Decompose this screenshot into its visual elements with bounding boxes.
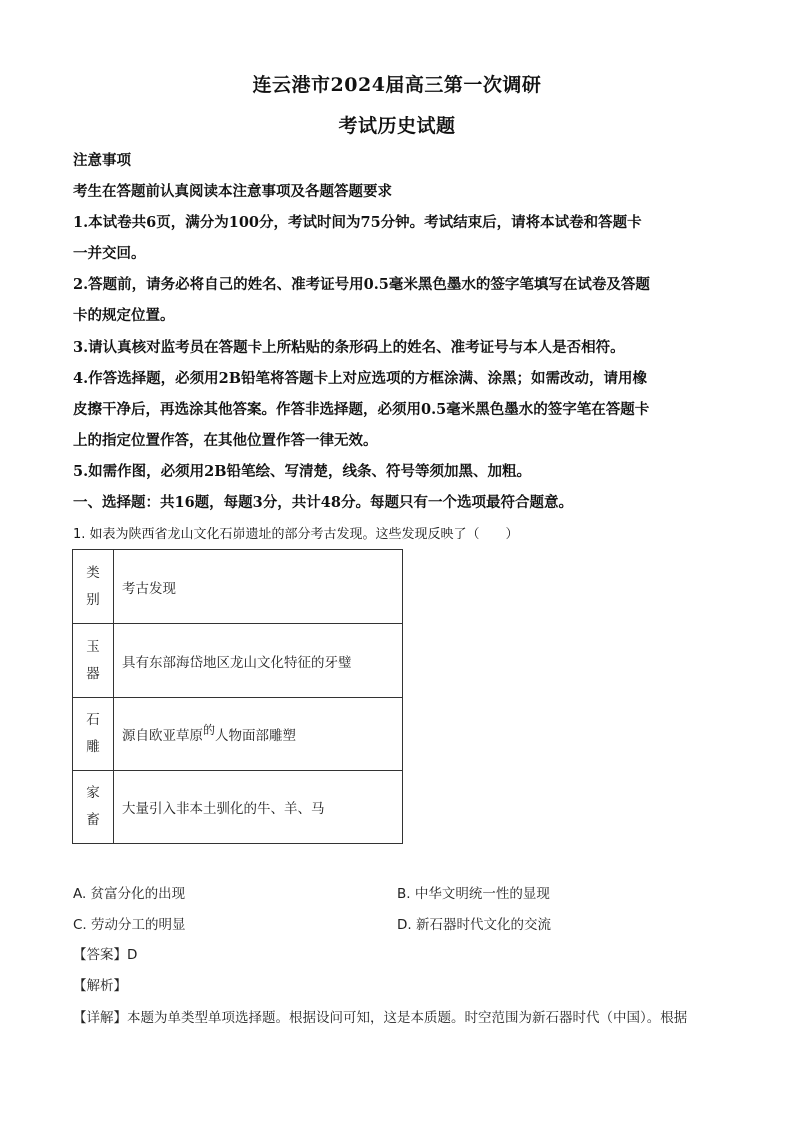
notice-heading: 注意事项 [73,152,131,169]
notice-line: 卡的规定位置。 [73,307,175,324]
notice-line: 4.作答选择题，必须用2B铅笔将答题卡上对应选项的方框涂满、涂黑；如需改动，请用橡 [73,370,647,387]
table-row [73,771,403,844]
notice-line: 一并交回。 [73,245,146,262]
answer-label: 【答案】D [73,947,138,963]
archaeology-table [72,549,403,844]
option-a: A. 贫富分化的出现 [73,886,186,902]
option-b: B. 中华文明统一性的显现 [397,886,550,902]
notice-line: 5.如需作图，必须用2B铅笔绘、写清楚，线条、符号等须加黑、加粗。 [73,463,531,480]
exam-subtitle: 考试历史试题 [338,115,456,137]
question-stem: 1. 如表为陕西省龙山文化石峁遗址的部分考古发现。这些发现反映了（ ） [73,527,519,542]
notice-intro: 考生在答题前认真阅读本注意事项及各题答题要求 [73,183,392,200]
option-d: D. 新石器时代文化的交流 [397,917,551,933]
analysis-label: 【解析】 [73,978,127,994]
section-heading: 一、选择题：共16题，每题3分，共计48分。每题只有一个选项最符合题意。 [73,494,573,511]
table-cell-value: 源自欧亚草原的人物面部雕塑 [114,698,403,771]
table-cell-value: 考古发现 [114,550,403,624]
option-c: C. 劳动分工的明显 [73,917,186,933]
notice-line: 上的指定位置作答，在其他位置作答一律无效。 [73,432,378,449]
notice-line: 3.请认真核对监考员在答题卡上所粘贴的条形码上的姓名、准考证号与本人是否相符。 [73,339,625,356]
notice-line: 1.本试卷共6页，满分为100分，考试时间为75分钟。考试结束后，请将本试卷和答题卡 [73,214,642,231]
table-header-row [73,550,403,624]
table-cell-category: 石 雕 [73,698,114,771]
notice-line: 2.答题前，请务必将自己的姓名、准考证号用0.5毫米黑色墨水的签字笔填写在试卷及答题 [73,276,650,293]
table-cell-category: 玉 器 [73,624,114,698]
notice-line: 皮擦干净后，再选涂其他答案。作答非选择题，必须用0.5毫米黑色墨水的签字笔在答题卡 [73,401,650,418]
table-cell-category: 家 畜 [73,771,114,844]
table-cell-category: 类 别 [73,550,114,624]
table-cell-value: 大量引入非本土驯化的牛、羊、马 [114,771,403,844]
table-row [73,698,403,771]
exam-title: 连云港市2024届高三第一次调研 [252,74,542,96]
table-row [73,624,403,698]
detail-text: 【详解】本题为单类型单项选择题。根据设问可知，这是本质题。时空范围为新石器时代（中国）。根据 [73,1010,688,1026]
table-cell-value: 具有东部海岱地区龙山文化特征的牙璧 [114,624,403,698]
